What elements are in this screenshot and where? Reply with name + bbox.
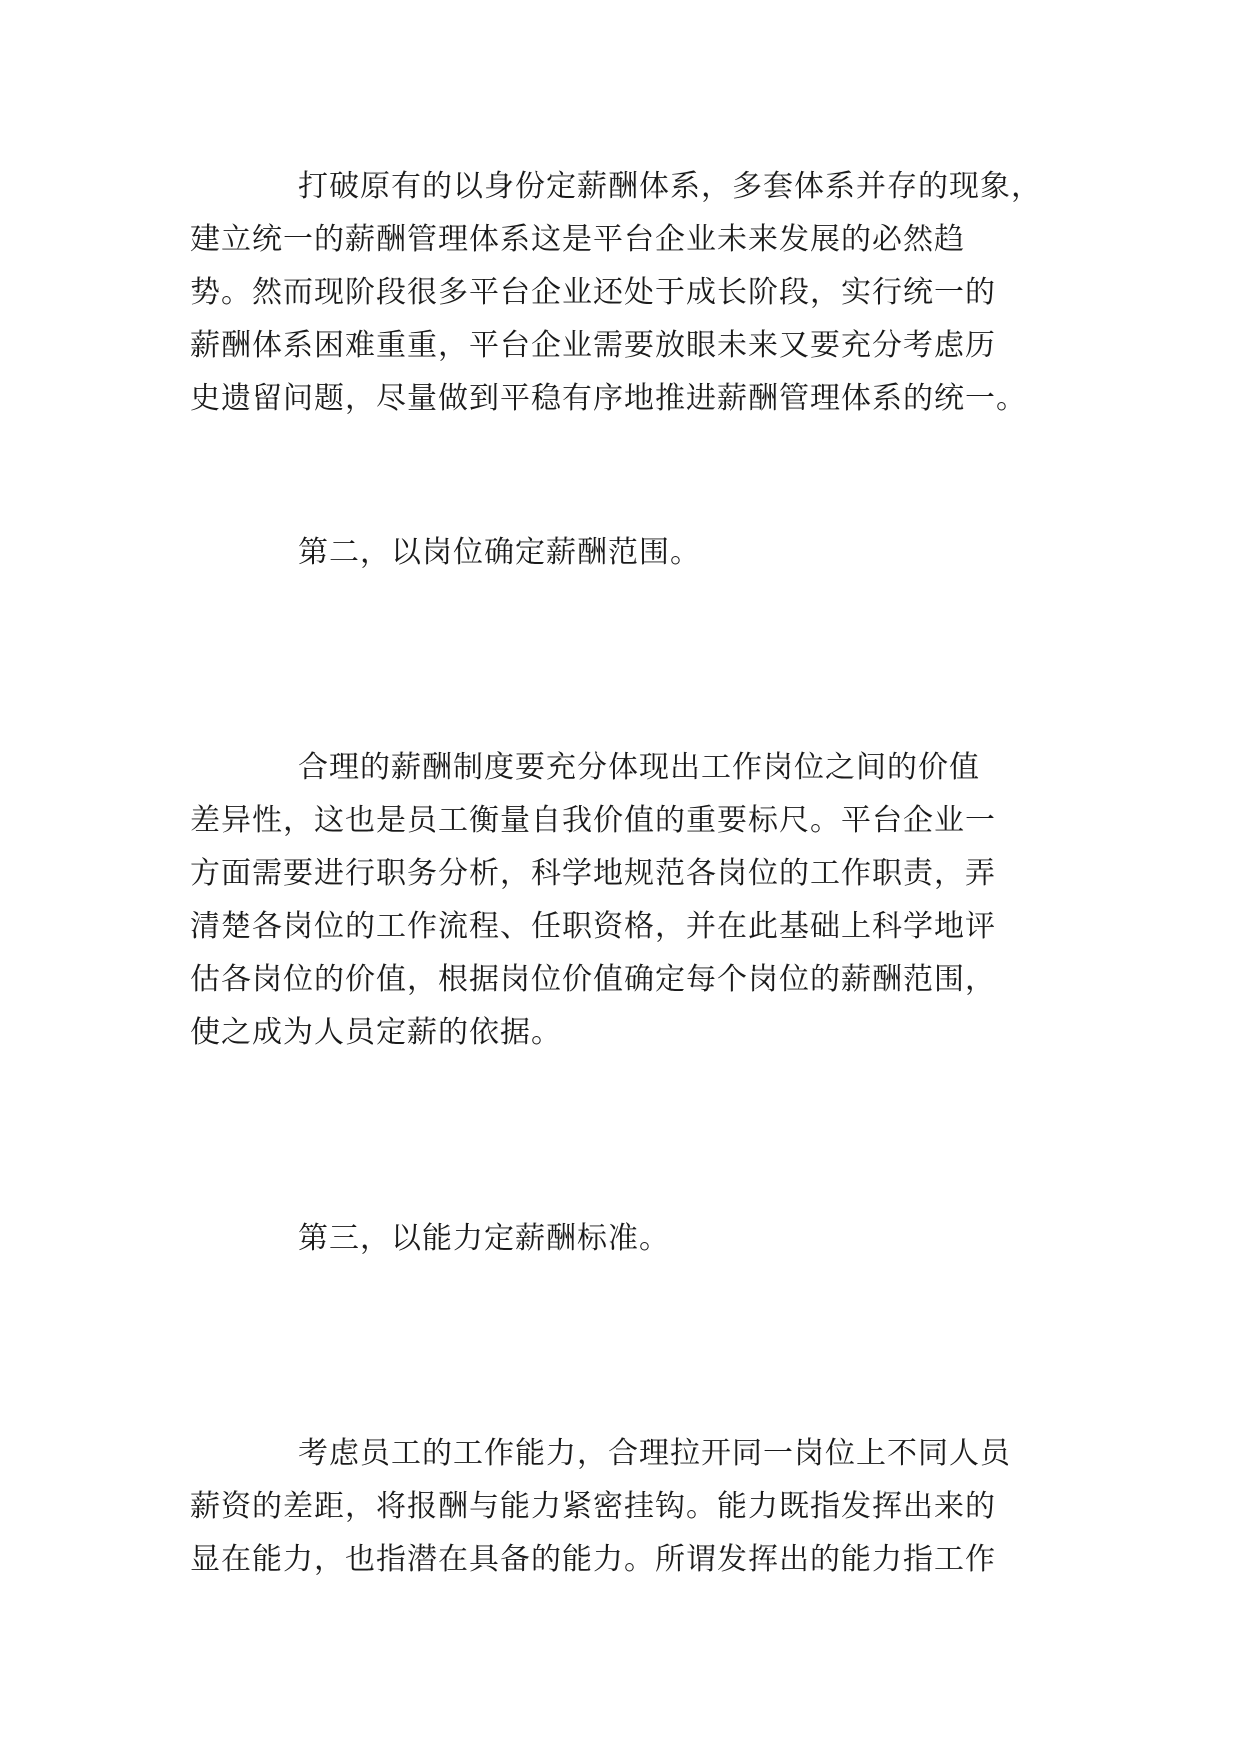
- paragraph-line: 差异性，这也是员工衡量自我价值的重要标尺。平台企业一: [190, 803, 996, 838]
- paragraph-line: 建立统一的薪酬管理体系这是平台企业未来发展的必然趋: [190, 222, 965, 257]
- heading-text: 第三，以能力定薪酬标准。: [298, 1221, 670, 1256]
- paragraph-line: 薪酬体系困难重重，平台企业需要放眼未来又要充分考虑历: [190, 328, 996, 363]
- paragraph-line: 合理的薪酬制度要充分体现出工作岗位之间的价值: [298, 750, 980, 785]
- paragraph-line: 使之成为人员定薪的依据。: [190, 1015, 562, 1050]
- paragraph-line: 史遗留问题，尽量做到平稳有序地推进薪酬管理体系的统一。: [190, 381, 1027, 416]
- paragraph-line: 清楚各岗位的工作流程、任职资格，并在此基础上科学地评: [190, 909, 996, 944]
- paragraph-line: 打破原有的以身份定薪酬体系，多套体系并存的现象，: [298, 169, 1042, 204]
- paragraph-line: 估各岗位的价值，根据岗位价值确定每个岗位的薪酬范围，: [190, 962, 996, 997]
- paragraph-line: 薪资的差距，将报酬与能力紧密挂钩。能力既指发挥出来的: [190, 1489, 996, 1524]
- paragraph-line: 显在能力，也指潜在具备的能力。所谓发挥出的能力指工作: [190, 1542, 996, 1577]
- heading-text: 第二，以岗位确定薪酬范围。: [298, 535, 701, 570]
- paragraph-line: 考虑员工的工作能力，合理拉开同一岗位上不同人员: [298, 1436, 1011, 1471]
- paragraph-line: 势。然而现阶段很多平台企业还处于成长阶段，实行统一的: [190, 275, 996, 310]
- paragraph-line: 方面需要进行职务分析，科学地规范各岗位的工作职责，弄: [190, 856, 996, 891]
